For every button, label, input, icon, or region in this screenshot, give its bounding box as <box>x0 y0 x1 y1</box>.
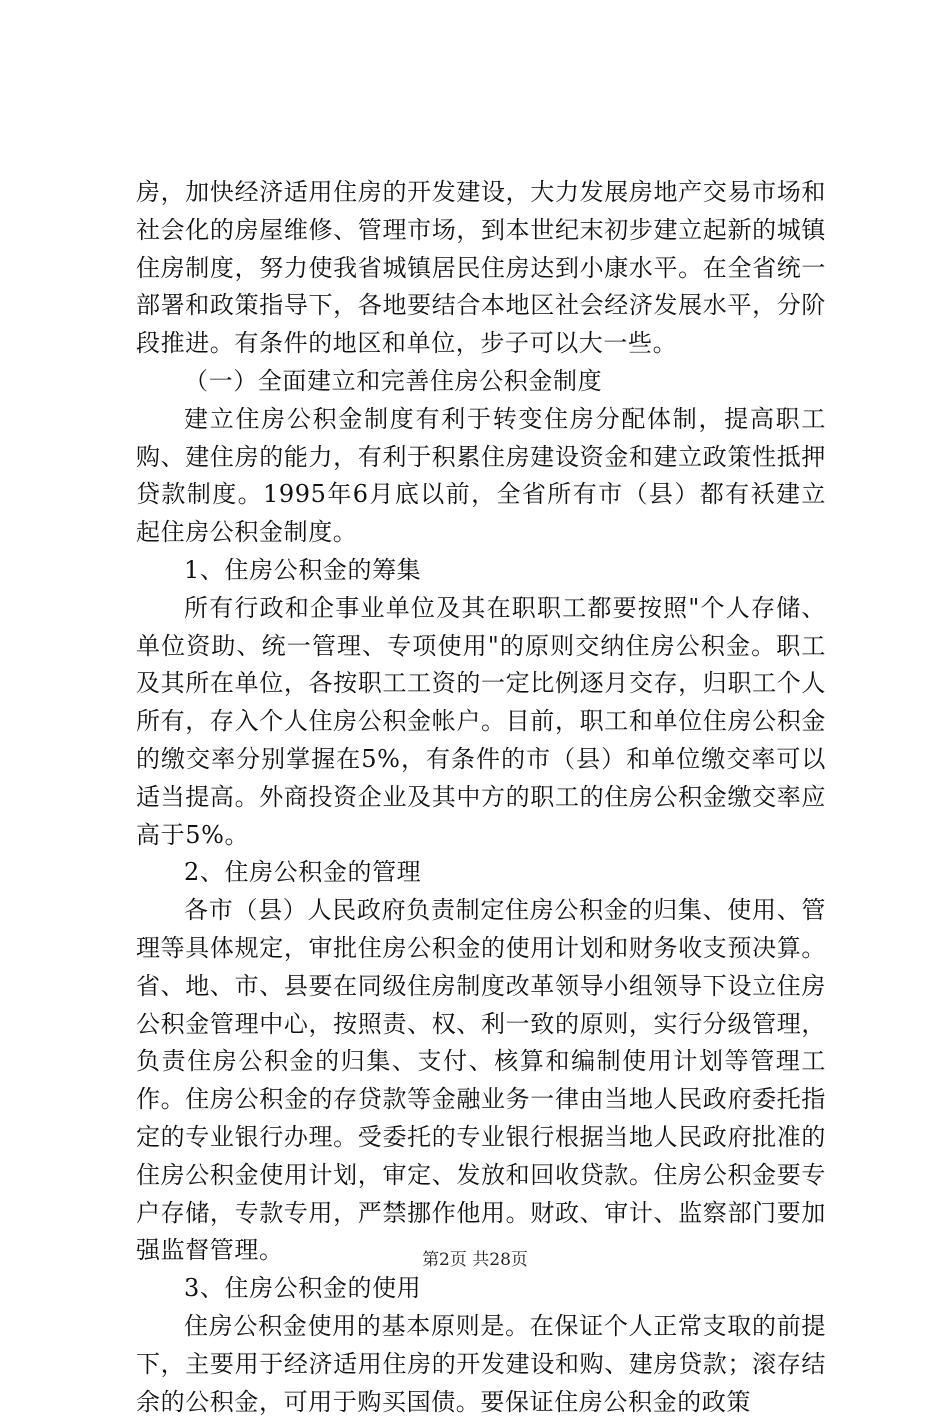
subheading-fund-usage: 3、住房公积金的使用 <box>184 1274 422 1303</box>
section-heading-housing-fund: （一）全面建立和完善住房公积金制度 <box>184 366 603 395</box>
paragraph-fund-management: 各市（县）人民政府负责制定住房公积金的归集、使用、管理等具体规定，审批住房公积金的使用计划和财务收支预决算。省、地、市、县要在同级住房制度改革领导小组领导下设立住房公积金管理中心，按照责、权、利一致的原则，实行分级管理，负责住房公积金的归集、支付、核算和编制使用计划等管理工作。住房公积金的存贷款等金融业务一律由当地人民政府委托指定的专业银行办理。受委托的专业银行根据当地人民政府批准的住房公积金使用计划，审定、发放和回收贷款。住房公积金要专户存储，专款专用，严禁挪作他用。财政、审计、监察部门要加强监督管理。 <box>136 896 826 1265</box>
document-body <box>136 174 826 1421</box>
subheading-fund-collection: 1、住房公积金的筹集 <box>184 555 422 584</box>
paragraph-fund-usage: 住房公积金使用的基本原则是。在保证个人正常支取的前提下，主要用于经济适用住房的开发建设和购、建房贷款；滚存结余的公积金，可用于购买国债。要保证住房公积金的政策 <box>136 1311 826 1416</box>
page-number-footer: 第2页 共28页 <box>422 1250 528 1270</box>
subheading-fund-management: 2、住房公积金的管理 <box>184 858 422 887</box>
paragraph-continuation: 房，加快经济适用住房的开发建设，大力发展房地产交易市场和社会化的房屋维修、管理市场，到本世纪末初步建立起新的城镇住房制度，努力使我省城镇居民住房达到小康水平。在全省统一部署和政策指导下，各地要结合本地区社会经济发展水平，分阶段推进。有条件的地区和单位，步子可以大一些。 <box>136 178 826 358</box>
paragraph-fund-collection: 所有行政和企事业单位及其在职职工都要按照"个人存储、单位资助、统一管理、专项使用"的原则交纳住房公积金。职工及其所在单位，各按职工工资的一定比例逐月交存，归职工个人所有，存入个人住房公积金帐户。目前，职工和单位住房公积金的缴交率分别掌握在5%，有条件的市（县）和单位缴交率可以适当提高。外商投资企业及其中方的职工的住房公积金缴交率应高于5%。 <box>136 593 826 849</box>
paragraph-fund-intro: 建立住房公积金制度有利于转变住房分配体制，提高职工购、建住房的能力，有利于积累住房建设资金和建立政策性抵押贷款制度。1995年6月底以前，全省所有市（县）都有袄建立起住房公积金制度。 <box>136 404 826 547</box>
